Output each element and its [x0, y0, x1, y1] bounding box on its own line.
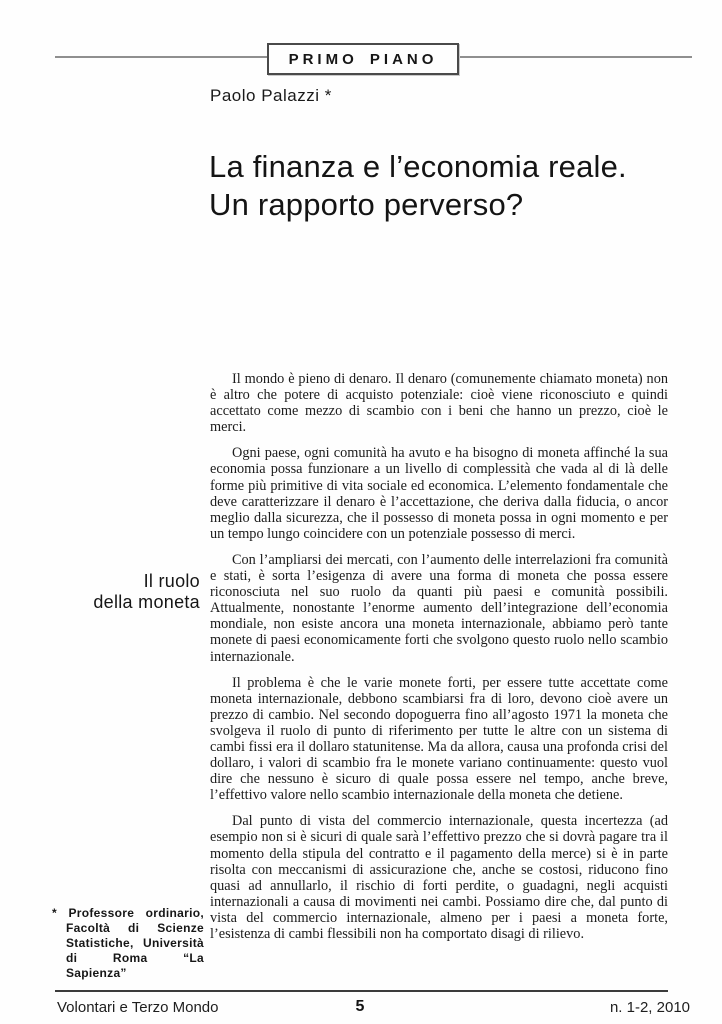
margin-note-line-1: Il ruolo: [143, 571, 200, 591]
section-label-box: [267, 43, 459, 75]
section-label: PRIMO PIANO: [288, 50, 438, 68]
footnote-marker: *: [52, 906, 57, 920]
paragraph: Il mondo è pieno di denaro. Il denaro (comunemente chiamato moneta) non è altro che potere di acquisto potenziale: cioè viene riconosciuto e quindi accettato come mezzo di scambio con i beni che hanno un prezzo, cioè le merci.: [210, 371, 668, 436]
footer-issue-number: n. 1-2, 2010: [609, 999, 690, 1016]
footer-page-number: 5: [355, 998, 365, 1015]
article-body: [210, 371, 668, 952]
paragraph: Ogni paese, ogni comunità ha avuto e ha bisogno di moneta affinché la sua economia possa funzionare a un livello di complessità che vada al di là delle forme più primitive di vita sociale ed economica. L’elemento fondamentale che deve caratterizzare il denaro è l’accettazione, che deriva dalla fiducia, o ancor meglio dalla sicurezza, che il possesso di moneta possa in ogni momento e per un tempo lungo coincidere con un potenziale possesso di merci.: [210, 445, 668, 542]
author-byline: Paolo Palazzi *: [210, 86, 332, 105]
footnote: [52, 906, 204, 981]
title-line-2: Un rapporto perverso?: [209, 187, 524, 222]
paragraph: Dal punto di vista del commercio internazionale, questa incertezza (ad esempio non si è sicuri di quale sarà l’effettivo prezzo che si dovrà pagare tra il momento della stipula del contratto e il pagamento della merce) si è in parte risolta con meccanismi di assicurazione che, anche se costosi, riducono fino quasi ad annullarlo, il rischio di forti perdite, o guadagni, negli acquisti internazionali a causa di movimenti nei cambi. Possiamo dire che, dal punto di vista del commercio internazionale, almeno per i paesi a moneta forte, l’esistenza di cambi flessibili non ha comportato disagi di rilievo.: [210, 813, 668, 942]
footnote-text: Professore ordinario, Facoltà di Scienze Statistiche, Università di Roma “La Sapienza”: [66, 906, 205, 980]
margin-note-line-2: della moneta: [93, 592, 200, 612]
margin-note: [20, 571, 200, 613]
paragraph: Con l’ampliarsi dei mercati, con l’aumento delle interrelazioni fra comunità e stati, è sorta l’esigenza di avere una forma di moneta che possa essere riconosciuta nel suo ruolo da quanti più paesi e comunità possibili. Attualmente, nonostante l’enorme aumento dell’integrazione dell’economia mondiale, non esiste ancora una moneta internazionale, abbiamo però tante monete di paesi economicamente forti che svolgono questo ruolo nello scambio internazionale.: [210, 551, 668, 665]
title-line-1: La finanza e l’economia reale.: [209, 149, 627, 184]
footer-journal-name: Volontari e Terzo Mondo: [57, 999, 219, 1016]
footer-rule: [55, 990, 668, 992]
article-title: [209, 148, 689, 224]
paragraph: Il problema è che le varie monete forti, per essere tutte accettate come moneta internazionale, debbono scambiarsi fra di loro, devono cioè avere un prezzo di cambio. Nel secondo dopoguerra fino all’agosto 1971 la moneta che svolgeva il ruolo di punto di riferimento per tutte le altre con un sistema di cambi fissi era il dollaro statunitense. Ma da allora, causa una profonda crisi del dollaro, i valori di scambio fra le monete variano continuamente: questo vuol dire che nessuno è sicuro di quale possa essere nel tempo, anche breve, l’effettivo valore nello scambio internazionale della moneta che detiene.: [210, 674, 668, 804]
